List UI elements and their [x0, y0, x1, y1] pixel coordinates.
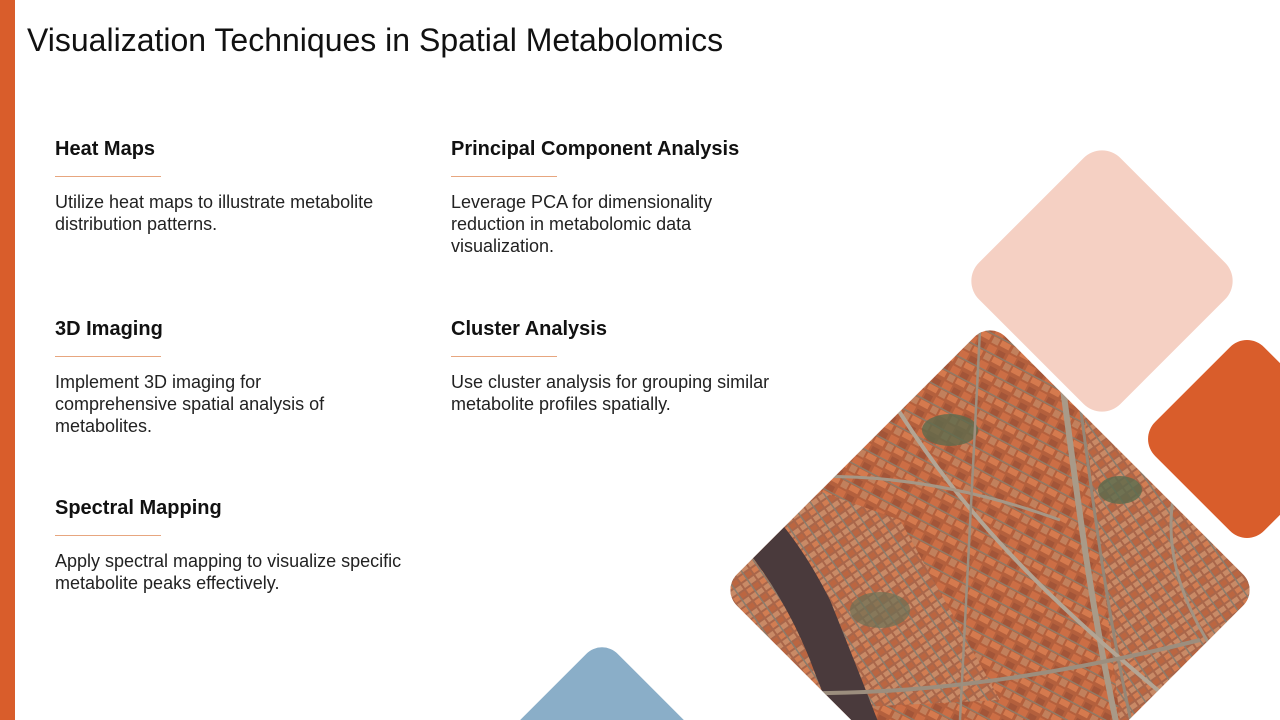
- technique-heading: Principal Component Analysis: [451, 138, 740, 160]
- technique-heading: 3D Imaging: [55, 318, 163, 340]
- slide-title: Visualization Techniques in Spatial Metabolomics: [27, 22, 724, 58]
- technique-description: Implement 3D imaging for comprehensive spatial analysis of metabolites.: [55, 372, 325, 436]
- technique-description: Apply spectral mapping to visualize specific metabolite peaks effectively.: [55, 551, 402, 593]
- technique-heading: Cluster Analysis: [451, 318, 607, 340]
- technique-description: Use cluster analysis for grouping similar metabolite profiles spatially.: [451, 372, 770, 414]
- blue-diamond-shape: [500, 638, 704, 720]
- technique-description: Utilize heat maps to illustrate metabolite distribution patterns.: [55, 192, 374, 234]
- technique-description: Leverage PCA for dimensionality reduction in metabolomic data visualization.: [451, 192, 713, 256]
- technique-heading: Spectral Mapping: [55, 497, 222, 519]
- technique-heading: Heat Maps: [55, 138, 156, 160]
